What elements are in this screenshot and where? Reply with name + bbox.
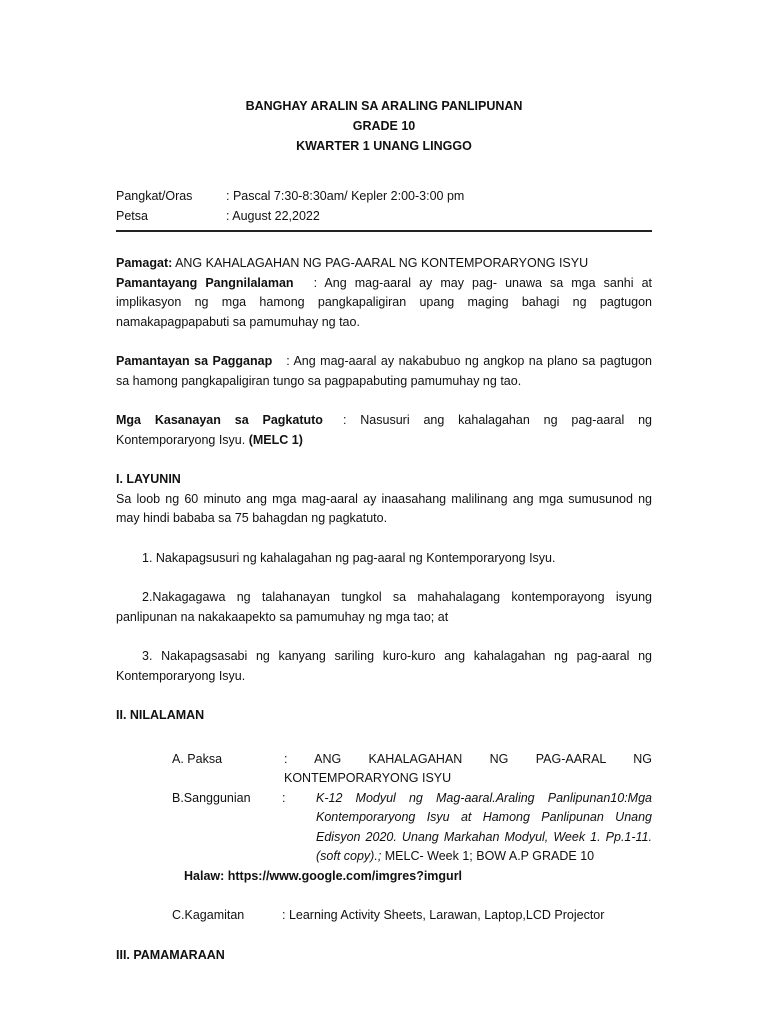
divider-rule (116, 230, 652, 232)
pamamaraan-heading: III. PAMAMARAAN (116, 947, 225, 962)
pagganap-label: Pamantayan sa Pagganap (116, 354, 273, 368)
header-title: BANGHAY ARALIN SA ARALING PANLIPUNAN (245, 99, 523, 113)
paksa-block (116, 750, 652, 789)
pagganap-value: : Ang mag-aaral ay nakabubuo ng angkop na plano sa pagtugon sa hamong pangkapaligiran tungo sa pagpapabuting pamumuhay ng tao. (116, 354, 652, 388)
kagamitan-value: : Learning Activity Sheets, Larawan, Laptop,LCD Projector (282, 908, 605, 922)
layunin-item-3: 3. Nakapagsasabi ng kanyang sariling kuro-kuro ang kahalagahan ng pag-aaral ng Kontemporaryong Isyu. (116, 649, 652, 683)
paksa-value: : ANG KAHALAGAHAN NG PAG-AARAL NG KONTEMPORARYONG ISYU (284, 751, 652, 785)
petsa-label: Petsa (116, 209, 148, 223)
layunin-item-2: 2.Nakagagawa ng talahanayan tungkol sa mahahalagang kontemporayong isyung panlipunan na nakakaapekto sa pamumuhay ng mga tao; at (116, 590, 652, 624)
layunin-item-1: 1. Nakapagsusuri ng kahalagahan ng pag-aaral ng Kontemporaryong Isyu. (142, 550, 556, 565)
pagganap-paragraph (116, 352, 652, 391)
sanggunian-italic: K-12 Modyul ng Mag-aaral.Araling Panlipunan10:Mga Kontemporaryong Isyu at Hamong Panlipunan Unang Edisyon 2020. Unang Markahan Modyul, Week 1. Pp.1-11.(soft copy).; (316, 790, 652, 863)
kagamitan-label: C.Kagamitan (172, 908, 245, 922)
sanggunian-label: B.Sanggunian (172, 790, 251, 805)
sanggunian-block (116, 789, 652, 867)
meta-petsa (116, 206, 652, 226)
document-header (116, 96, 652, 156)
pangkat-label: Pangkat/Oras (116, 189, 193, 203)
pamagat-value: ANG KAHALAGAHAN NG PAG-AARAL NG KONTEMPORARYONG ISYU (172, 256, 589, 270)
pangnilalaman-label: Pamantayang Pangnilalaman (116, 275, 294, 290)
meta-pangkat (116, 186, 652, 206)
sanggunian-rest: MELC- Week 1; BOW A.P GRADE 10 (381, 849, 595, 863)
paksa-label: A. Paksa (172, 751, 223, 766)
pangkat-value: : Pascal 7:30-8:30am/ Kepler 2:00-3:00 pm (226, 189, 465, 203)
kasanayan-melc: (MELC 1) (248, 432, 303, 447)
layunin-intro: Sa loob ng 60 minuto ang mga mag-aaral ay inaasahang malilinang ang mga sumusunod ng may hindi bababa sa 75 bahagdan ng pagkatuto. (116, 491, 652, 525)
nilalaman-heading: II. NILALAMAN (116, 708, 205, 722)
kasanayan-label: Mga Kasanayan sa Pagkatuto (116, 413, 323, 427)
sanggunian-value (316, 789, 652, 867)
kasanayan-value: : Nasusuri ang kahalagahan ng pag-aaral ng Kontemporaryong Isyu. (116, 413, 652, 447)
pangnilalaman-paragraph (116, 274, 652, 333)
header-grade: GRADE 10 (352, 119, 416, 133)
layunin-heading: I. LAYUNIN (116, 472, 181, 486)
sanggunian-colon: : (282, 790, 286, 805)
pamagat-label: Pamagat: (116, 256, 173, 270)
pamagat-line (116, 254, 652, 274)
pangnilalaman-value: : Ang mag-aaral ay may pag- unawa sa mga sanhi at implikasyon ng mga hamong pangkapaligiran upang maging bahagi ng pagtugon namakapagpapabuti sa pamumuhay ng tao. (116, 275, 652, 329)
kagamitan-block (116, 906, 652, 926)
meta-block (116, 186, 652, 226)
halaw-line: Halaw: https://www.google.com/imgres?imgurl (184, 868, 463, 883)
kasanayan-paragraph (116, 411, 652, 450)
petsa-value: : August 22,2022 (226, 209, 320, 223)
header-quarter: KWARTER 1 UNANG LINGGO (296, 139, 472, 153)
